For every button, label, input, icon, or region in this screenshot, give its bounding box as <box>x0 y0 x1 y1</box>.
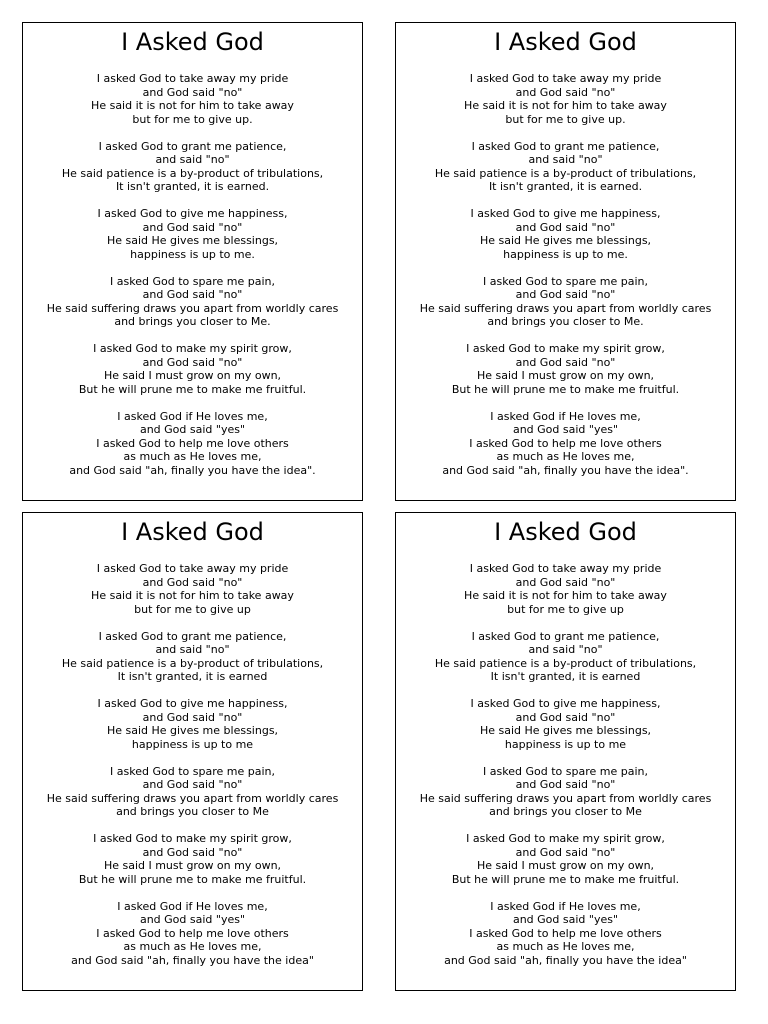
poem-line: I asked God to help me love others <box>469 436 662 450</box>
poem-stanza <box>23 562 362 616</box>
poem-line: I asked God to spare me pain, <box>483 274 648 288</box>
poem-line: But he will prune me to make me fruitful. <box>451 382 680 396</box>
poem-line: I asked God to help me love others <box>469 926 662 940</box>
poem-line: I asked God to help me love others <box>96 436 289 450</box>
poem-stanza <box>396 900 735 968</box>
poem-line: He said suffering draws you apart from worldly cares <box>46 301 339 315</box>
poem-line: as much as He loves me, <box>123 450 262 463</box>
poem-line: He said patience is a by-product of tribulations, <box>61 166 324 180</box>
poem-body <box>23 562 362 967</box>
poem-line: He said suffering draws you apart from worldly cares <box>419 301 712 315</box>
poem-line: but for me to give up <box>134 602 251 616</box>
poem-line: I asked God to make my spirit grow, <box>93 342 292 355</box>
poem-line: I asked God to give me happiness, <box>97 697 288 710</box>
poem-line: He said I must grow on my own, <box>476 369 655 382</box>
poem-line: and God said "yes" <box>139 913 246 926</box>
poem-line: I asked God to spare me pain, <box>110 764 275 778</box>
poem-line: He said it is not for him to take away <box>464 99 667 112</box>
poem-line: and God said "ah, finally you have the idea". <box>69 463 316 477</box>
poem-line: It isn't granted, it is earned <box>117 670 268 683</box>
poem-stanza <box>23 342 362 396</box>
poem-line: I asked God to make my spirit grow, <box>93 832 292 845</box>
poem-stanza <box>23 207 362 261</box>
poem-line: I asked God to grant me patience, <box>98 139 287 153</box>
poem-line: He said I must grow on my own, <box>103 369 282 382</box>
poem-line: and God said "ah, finally you have the idea" <box>444 953 687 967</box>
poem-title: I Asked God <box>121 518 264 546</box>
poem-stanza <box>396 342 735 396</box>
poem-line: as much as He loves me, <box>496 450 635 463</box>
poem-stanza <box>396 765 735 819</box>
poem-line: and God said "yes" <box>512 423 619 436</box>
poem-line: but for me to give up. <box>505 112 626 126</box>
poem-stanza <box>396 410 735 478</box>
poem-line: He said I must grow on my own, <box>103 859 282 872</box>
poem-card <box>395 512 736 991</box>
poem-line: and God said "ah, finally you have the idea". <box>442 463 689 477</box>
poem-title: I Asked God <box>494 518 637 546</box>
poem-line: I asked God to take away my pride <box>96 72 289 85</box>
poem-line: I asked God to spare me pain, <box>483 764 648 778</box>
poem-line: and God said "no" <box>142 575 243 589</box>
poem-stanza <box>396 72 735 126</box>
poem-line: I asked God to give me happiness, <box>97 207 288 220</box>
poem-stanza <box>396 562 735 616</box>
poem-stanza <box>396 140 735 194</box>
poem-line: I asked God to spare me pain, <box>110 274 275 288</box>
poem-line: and said "no" <box>528 643 603 656</box>
poem-title: I Asked God <box>121 28 264 56</box>
poem-line: I asked God if He loves me, <box>490 899 641 913</box>
poem-stanza <box>23 697 362 751</box>
poem-line: I asked God to give me happiness, <box>470 697 661 710</box>
poem-line: He said it is not for him to take away <box>464 589 667 602</box>
poem-line: But he will prune me to make me fruitful. <box>78 872 307 886</box>
poem-line: and God said "no" <box>142 710 243 724</box>
poem-line: I asked God if He loves me, <box>117 409 268 423</box>
poem-line: and God said "no" <box>515 288 616 301</box>
poem-line: happiness is up to me. <box>130 247 255 261</box>
poem-stanza <box>23 765 362 819</box>
poem-line: and God said "yes" <box>512 913 619 926</box>
poem-line: He said suffering draws you apart from worldly cares <box>46 791 339 805</box>
poem-line: He said patience is a by-product of tribulations, <box>434 166 697 180</box>
poem-card <box>395 22 736 501</box>
poem-body <box>396 562 735 967</box>
poem-stanza <box>396 275 735 329</box>
poem-line: I asked God if He loves me, <box>117 899 268 913</box>
poem-line: I asked God to grant me patience, <box>98 629 287 643</box>
poem-line: and brings you closer to Me <box>489 805 642 818</box>
poem-line: and said "no" <box>155 643 230 656</box>
poem-line: He said suffering draws you apart from worldly cares <box>419 791 712 805</box>
poem-line: but for me to give up <box>507 602 624 616</box>
poem-line: as much as He loves me, <box>496 940 635 953</box>
poem-stanza <box>23 410 362 478</box>
poem-line: and brings you closer to Me. <box>114 315 271 328</box>
poem-line: and God said "no" <box>515 220 616 234</box>
poem-stanza <box>23 900 362 968</box>
poem-line: I asked God to grant me patience, <box>471 139 660 153</box>
poem-line: I asked God to make my spirit grow, <box>466 342 665 355</box>
poem-line: and God said "no" <box>142 220 243 234</box>
poem-stanza <box>23 72 362 126</box>
poem-line: and God said "no" <box>142 288 243 301</box>
poem-line: He said He gives me blessings, <box>479 234 652 247</box>
poem-stanza <box>396 697 735 751</box>
poem-line: He said He gives me blessings, <box>106 234 279 247</box>
poem-stanza <box>23 832 362 886</box>
poem-line: and brings you closer to Me. <box>487 315 644 328</box>
poem-line: I asked God if He loves me, <box>490 409 641 423</box>
poem-line: and said "no" <box>528 153 603 166</box>
poem-line: It isn't granted, it is earned. <box>115 180 270 193</box>
poem-line: I asked God to make my spirit grow, <box>466 832 665 845</box>
poem-line: and God said "no" <box>142 85 243 99</box>
poem-line: He said I must grow on my own, <box>476 859 655 872</box>
poem-line: I asked God to take away my pride <box>96 562 289 575</box>
poem-line: happiness is up to me. <box>503 247 628 261</box>
poem-body <box>396 72 735 477</box>
poem-line: and God said "no" <box>515 85 616 99</box>
poem-line: He said He gives me blessings, <box>479 724 652 737</box>
poem-line: I asked God to grant me patience, <box>471 629 660 643</box>
poem-line: He said patience is a by-product of tribulations, <box>61 656 324 670</box>
poem-line: But he will prune me to make me fruitful. <box>451 872 680 886</box>
poem-line: But he will prune me to make me fruitful. <box>78 382 307 396</box>
poem-stanza <box>23 630 362 684</box>
poem-stanza <box>23 275 362 329</box>
poem-card <box>22 22 363 501</box>
poem-line: and God said "no" <box>142 355 243 369</box>
poem-stanza <box>396 207 735 261</box>
poem-line: He said it is not for him to take away <box>91 589 294 602</box>
poem-line: I asked God to help me love others <box>96 926 289 940</box>
poem-line: I asked God to give me happiness, <box>470 207 661 220</box>
poem-line: It isn't granted, it is earned <box>490 670 641 683</box>
poem-line: He said it is not for him to take away <box>91 99 294 112</box>
poem-line: I asked God to take away my pride <box>469 72 662 85</box>
poem-stanza <box>23 140 362 194</box>
poem-line: and God said "ah, finally you have the idea" <box>71 953 314 967</box>
poem-line: It isn't granted, it is earned. <box>488 180 643 193</box>
poem-card <box>22 512 363 991</box>
poem-line: and God said "no" <box>142 845 243 859</box>
poem-line: and God said "no" <box>515 710 616 724</box>
poem-line: and God said "no" <box>515 355 616 369</box>
poem-line: and God said "no" <box>515 575 616 589</box>
poem-line: happiness is up to me <box>131 737 254 751</box>
poem-line: He said patience is a by-product of tribulations, <box>434 656 697 670</box>
poem-line: as much as He loves me, <box>123 940 262 953</box>
poem-body <box>23 72 362 477</box>
poem-line: and God said "no" <box>515 845 616 859</box>
poem-line: and God said "yes" <box>139 423 246 436</box>
poem-line: and brings you closer to Me <box>116 805 269 818</box>
poem-line: but for me to give up. <box>132 112 253 126</box>
poem-line: I asked God to take away my pride <box>469 562 662 575</box>
poem-line: and said "no" <box>155 153 230 166</box>
poem-title: I Asked God <box>494 28 637 56</box>
poem-stanza <box>396 832 735 886</box>
poem-line: happiness is up to me <box>504 737 627 751</box>
poem-line: and God said "no" <box>515 778 616 791</box>
poem-line: and God said "no" <box>142 778 243 791</box>
poem-stanza <box>396 630 735 684</box>
poem-line: He said He gives me blessings, <box>106 724 279 737</box>
